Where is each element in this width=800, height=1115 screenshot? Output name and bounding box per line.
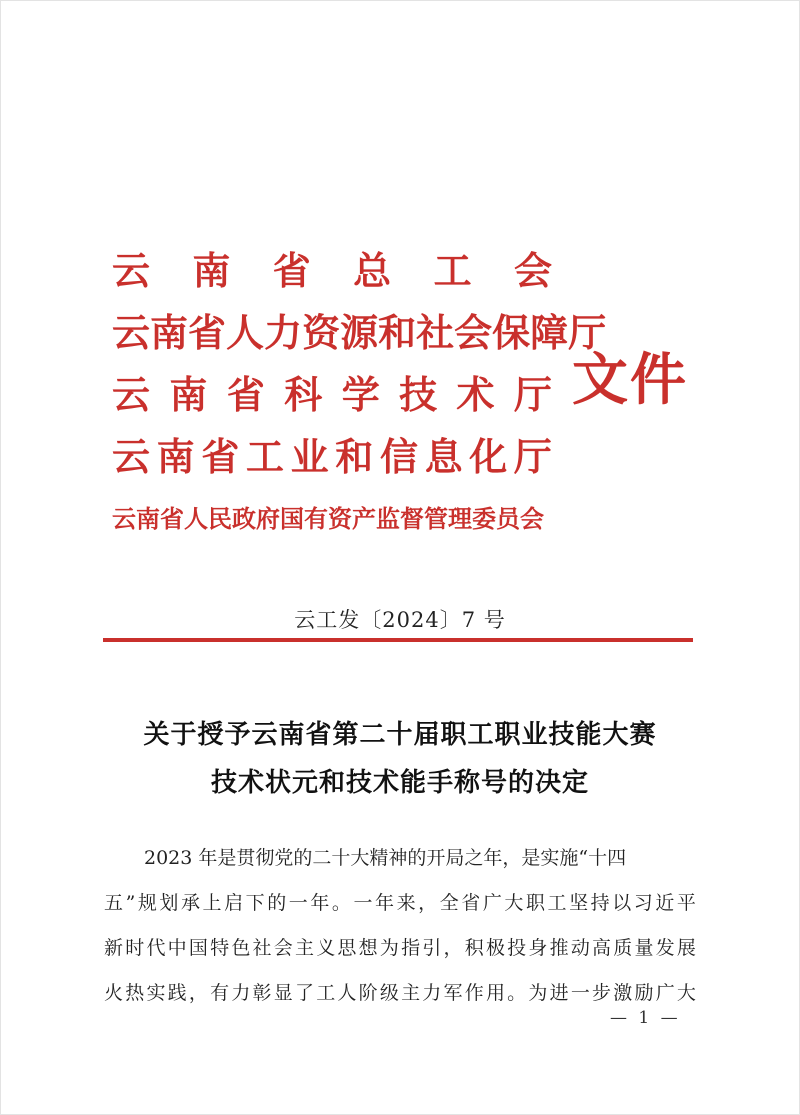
glyph: 社 xyxy=(252,937,272,959)
page-number: — 1 — xyxy=(610,1008,681,1028)
glyph: 时 xyxy=(125,937,145,959)
glyph: 监 xyxy=(376,504,400,533)
glyph: 信 xyxy=(379,434,418,479)
glyph: 彰 xyxy=(252,982,272,1004)
glyph: 身 xyxy=(528,937,548,959)
glyph: 南 xyxy=(156,434,195,479)
glyph: 步 xyxy=(592,982,612,1004)
glyph: 义 xyxy=(316,937,336,959)
glyph: 级 xyxy=(379,982,399,1004)
glyph: 划 xyxy=(159,892,179,914)
glyph: 员 xyxy=(496,504,520,533)
glyph: 学 xyxy=(341,372,380,417)
glyph: 源 xyxy=(340,310,379,355)
glyph: 厅 xyxy=(513,372,552,417)
glyph: 近 xyxy=(655,892,675,914)
glyph: 厅 xyxy=(513,434,552,479)
glyph: 督 xyxy=(400,504,424,533)
glyph: 会 xyxy=(273,937,293,959)
glyph: 用 xyxy=(485,982,505,1004)
glyph: 践 xyxy=(167,982,187,1004)
document-title-line-2: 技术状元和技术能手称号的决定 xyxy=(210,768,589,798)
glyph: 承 xyxy=(180,892,200,914)
glyph: 术 xyxy=(456,372,495,417)
glyph: 持 xyxy=(590,892,610,914)
glyph: 。 xyxy=(331,892,351,914)
glyph: 云 xyxy=(112,372,151,417)
glyph: 障 xyxy=(530,310,569,355)
glyph: 引 xyxy=(422,937,442,959)
glyph: 国 xyxy=(188,937,208,959)
glyph: 了 xyxy=(294,982,314,1004)
glyph: 量 xyxy=(634,937,654,959)
glyph: 厅 xyxy=(568,310,607,355)
issuer-line xyxy=(112,240,552,302)
issuer-line xyxy=(112,364,552,426)
glyph: 省 xyxy=(201,434,240,479)
glyph: 作 xyxy=(464,982,484,1004)
glyph: 来 xyxy=(396,892,416,914)
glyph: 显 xyxy=(273,982,293,1004)
glyph: 业 xyxy=(290,434,329,479)
glyph: 发 xyxy=(655,937,675,959)
glyph: 一 xyxy=(353,892,373,914)
glyph: 热 xyxy=(125,982,145,1004)
glyph: 南 xyxy=(136,504,160,533)
glyph: 南 xyxy=(169,372,208,417)
glyph: 国 xyxy=(280,504,304,533)
glyph: 的 xyxy=(267,892,287,914)
glyph: 云 xyxy=(112,310,151,355)
glyph: 推 xyxy=(549,937,569,959)
glyph: ” xyxy=(125,892,136,914)
glyph: 人 xyxy=(184,504,208,533)
glyph: 火 xyxy=(104,982,124,1004)
glyph: 工 xyxy=(316,982,336,1004)
glyph: 管 xyxy=(424,504,448,533)
body-paragraph xyxy=(104,842,696,1022)
glyph: 极 xyxy=(485,937,505,959)
glyph: 下 xyxy=(245,892,265,914)
glyph: 职 xyxy=(525,892,545,914)
glyph: ， xyxy=(188,982,208,1004)
glyph: ， xyxy=(443,937,463,959)
document-title-line-1: 关于授予云南省第二十届职工职业技能大赛 xyxy=(143,720,657,750)
glyph: 主 xyxy=(401,982,421,1004)
issuing-organizations xyxy=(112,240,607,550)
glyph: 广 xyxy=(482,892,502,914)
glyph: 委 xyxy=(472,504,496,533)
glyph: 工 xyxy=(245,434,284,479)
glyph: 科 xyxy=(284,372,323,417)
glyph: 大 xyxy=(676,982,696,1004)
glyph: 进 xyxy=(549,982,569,1004)
glyph: 上 xyxy=(202,892,222,914)
issuer-line xyxy=(112,426,552,488)
glyph: 指 xyxy=(401,937,421,959)
glyph: 云 xyxy=(112,504,136,533)
glyph: 平 xyxy=(676,892,696,914)
glyph: 息 xyxy=(424,434,463,479)
glyph: 激 xyxy=(613,982,633,1004)
glyph: 中 xyxy=(167,937,187,959)
glyph: 动 xyxy=(570,937,590,959)
glyph: 产 xyxy=(352,504,376,533)
glyph: 民 xyxy=(208,504,232,533)
glyph: 省 xyxy=(461,892,481,914)
glyph: 展 xyxy=(676,937,696,959)
glyph: 有 xyxy=(210,982,230,1004)
glyph: 云 xyxy=(112,248,151,293)
glyph: 力 xyxy=(264,310,303,355)
body-line: 2023 年是贯彻党的二十大精神的开局之年，是实施“十四 xyxy=(144,847,627,869)
body-line xyxy=(104,977,696,1022)
glyph: 南 xyxy=(150,310,189,355)
issuer-line xyxy=(112,302,607,364)
glyph: 总 xyxy=(353,248,392,293)
glyph: 人 xyxy=(337,982,357,1004)
document-number: 云工发〔2024〕7 号 xyxy=(294,608,506,632)
issuer-line xyxy=(112,488,552,550)
glyph: 以 xyxy=(612,892,632,914)
red-divider-line xyxy=(103,638,693,642)
glyph: 色 xyxy=(231,937,251,959)
glyph: 理 xyxy=(448,504,472,533)
glyph: 云 xyxy=(112,434,151,479)
glyph: 思 xyxy=(337,937,357,959)
glyph: 政 xyxy=(232,504,256,533)
glyph: 为 xyxy=(379,937,399,959)
glyph: 会 xyxy=(454,310,493,355)
glyph: 积 xyxy=(464,937,484,959)
glyph: 特 xyxy=(210,937,230,959)
file-mark: 文件 xyxy=(572,347,688,413)
glyph: 会 xyxy=(520,504,544,533)
glyph: 阶 xyxy=(358,982,378,1004)
glyph: 和 xyxy=(378,310,417,355)
glyph: 全 xyxy=(439,892,459,914)
glyph: 投 xyxy=(507,937,527,959)
glyph: 有 xyxy=(304,504,328,533)
glyph: 实 xyxy=(146,982,166,1004)
glyph: 力 xyxy=(422,982,442,1004)
glyph: 省 xyxy=(188,310,227,355)
glyph: 新 xyxy=(104,937,124,959)
glyph: 高 xyxy=(592,937,612,959)
glyph: 力 xyxy=(231,982,251,1004)
glyph: 省 xyxy=(160,504,184,533)
glyph: 启 xyxy=(224,892,244,914)
glyph: 军 xyxy=(443,982,463,1004)
glyph: 。 xyxy=(507,982,527,1004)
glyph: 人 xyxy=(226,310,265,355)
glyph: 化 xyxy=(469,434,508,479)
glyph: 主 xyxy=(294,937,314,959)
glyph: 五 xyxy=(104,892,124,914)
glyph: 工 xyxy=(547,892,567,914)
glyph: 府 xyxy=(256,504,280,533)
glyph: 大 xyxy=(504,892,524,914)
glyph: 想 xyxy=(358,937,378,959)
glyph: 坚 xyxy=(569,892,589,914)
glyph: 资 xyxy=(328,504,352,533)
body-line xyxy=(104,887,696,932)
body-line xyxy=(104,932,696,977)
glyph: 励 xyxy=(634,982,654,1004)
glyph: 规 xyxy=(137,892,157,914)
glyph: 和 xyxy=(335,434,374,479)
glyph: 习 xyxy=(633,892,653,914)
glyph: 一 xyxy=(570,982,590,1004)
glyph: 南 xyxy=(192,248,231,293)
glyph: ， xyxy=(418,892,438,914)
glyph: 年 xyxy=(375,892,395,914)
glyph: 技 xyxy=(399,372,438,417)
glyph: 社 xyxy=(416,310,455,355)
glyph: 会 xyxy=(513,248,552,293)
glyph: 广 xyxy=(655,982,675,1004)
glyph: 年 xyxy=(310,892,330,914)
glyph: 一 xyxy=(288,892,308,914)
glyph: 省 xyxy=(272,248,311,293)
glyph: 保 xyxy=(492,310,531,355)
glyph: 工 xyxy=(433,248,472,293)
glyph: 为 xyxy=(528,982,548,1004)
glyph: 资 xyxy=(302,310,341,355)
glyph: 代 xyxy=(146,937,166,959)
glyph: 质 xyxy=(613,937,633,959)
glyph: 省 xyxy=(226,372,265,417)
